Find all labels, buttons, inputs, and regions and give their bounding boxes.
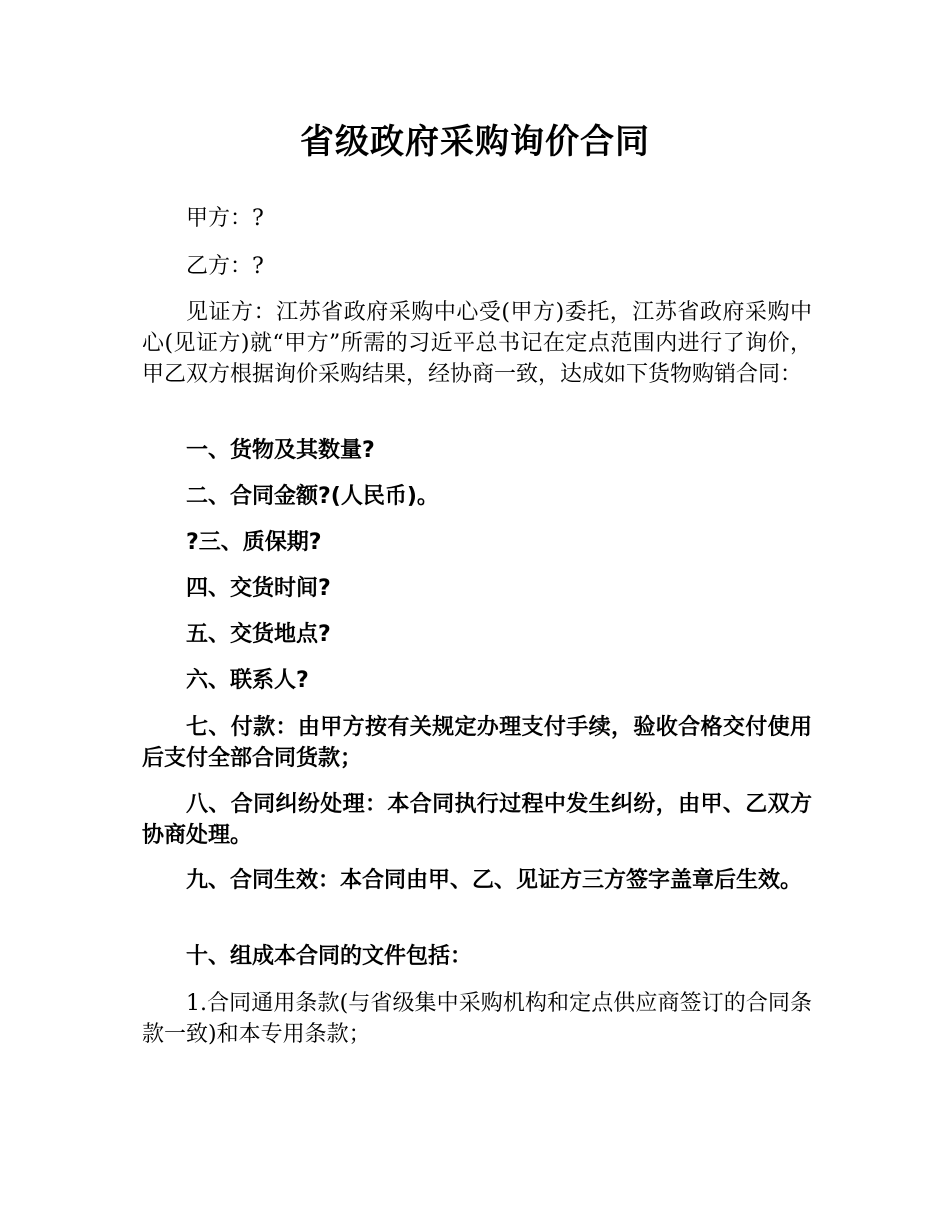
clause-3: ?三、质保期?: [186, 530, 322, 555]
clause-6: 六、联系人?: [186, 668, 309, 693]
clause-1: 一、货物及其数量?: [186, 438, 375, 463]
document-item-1: 1.合同通用条款(与省级集中采购机构和定点供应商签订的合同条款一致)和本专用条款；: [142, 991, 812, 1047]
document-title: 省级政府采购询价合同: [300, 122, 650, 162]
clause-10-documents: 十、组成本合同的文件包括：: [186, 944, 473, 969]
clause-2: 二、合同金额?(人民币)。: [186, 484, 439, 509]
party-a-line: 甲方：?: [186, 206, 264, 231]
clause-4: 四、交货时间?: [186, 576, 331, 601]
clause-7-payment: 七、付款：由甲方按有关规定办理支付手续，验收合格交付使用后支付全部合同货款；: [142, 715, 812, 771]
clause-5: 五、交货地点?: [186, 622, 331, 647]
clause-9-effect: 九、合同生效：本合同由甲、乙、见证方三方签字盖章后生效。: [186, 868, 803, 893]
party-b-line: 乙方：?: [186, 254, 264, 279]
clause-8-dispute: 八、合同纠纷处理：本合同执行过程中发生纠纷，由甲、乙双方协商处理。: [142, 792, 812, 848]
witness-paragraph: 见证方：江苏省政府采购中心受(甲方)委托，江苏省政府采购中心(见证方)就“甲方”所需的习近平总书记在定点范围内进行了询价，甲乙双方根据询价采购结果，经协商一致，达成如下货物购销合同：: [142, 300, 812, 387]
